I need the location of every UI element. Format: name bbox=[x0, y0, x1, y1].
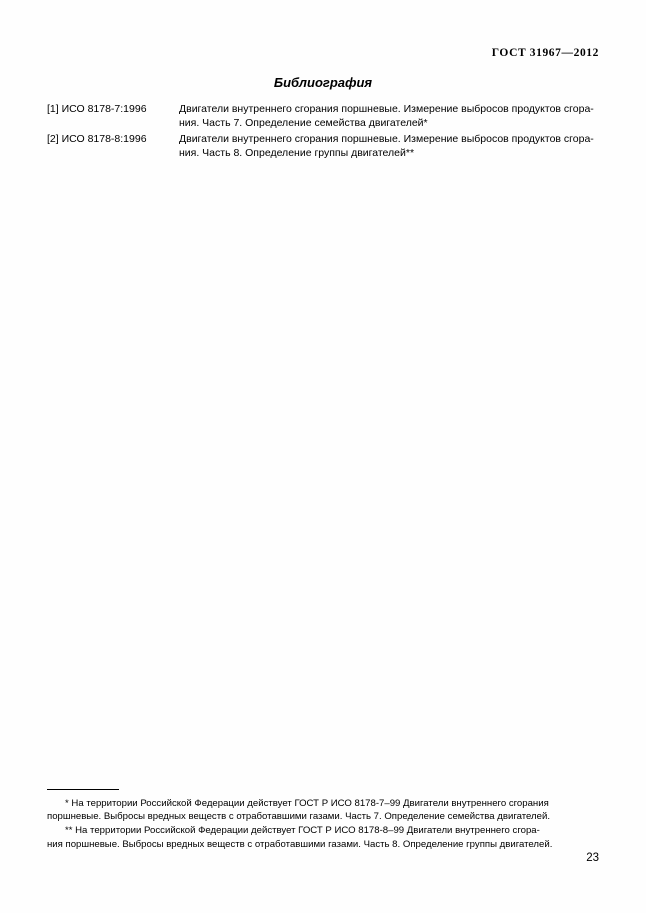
list-item bbox=[47, 133, 599, 160]
bibliography-list bbox=[47, 103, 599, 163]
footnote bbox=[47, 824, 599, 850]
bibliography-ref-text bbox=[179, 133, 599, 160]
footnote-line1: ** На территории Российской Федерации действует ГОСТ Р ИСО 8178-8–99 Двигатели внутреннего сгора- bbox=[65, 825, 540, 837]
list-item bbox=[47, 103, 599, 130]
page-number: 23 bbox=[586, 852, 599, 864]
page-header-standard-code: ГОСТ 31967—2012 bbox=[491, 47, 599, 59]
footnote-separator bbox=[47, 789, 119, 790]
footnote-line2: поршневые. Выбросы вредных веществ с отработавшими газами. Часть 7. Определение семейства двигателей. bbox=[47, 811, 550, 823]
footnote-line2: ния поршневые. Выбросы вредных веществ с отработавшими газами. Часть 8. Определение группы двигателей. bbox=[47, 838, 553, 850]
bibliography-ref-text bbox=[179, 103, 599, 130]
bibliography-ref-number: [2] ИСО 8178-8:1996 bbox=[47, 133, 147, 145]
footnote-line1: * На территории Российской Федерации действует ГОСТ Р ИСО 8178-7–99 Двигатели внутреннего сгорания bbox=[65, 798, 549, 809]
bibliography-ref-number: [1] ИСО 8178-7:1996 bbox=[47, 103, 147, 115]
page-title: Библиография bbox=[273, 75, 373, 90]
bibliography-ref-text-line1: Двигатели внутреннего сгорания поршневые. Измерение выбросов продуктов сгора- bbox=[179, 103, 594, 115]
bibliography-ref-text-line2: ния. Часть 8. Определение группы двигателей** bbox=[179, 146, 415, 159]
bibliography-ref-text-line1: Двигатели внутреннего сгорания поршневые. Измерение выбросов продуктов сгора- bbox=[179, 133, 594, 145]
footnote-block bbox=[47, 797, 599, 852]
footnote bbox=[47, 797, 599, 823]
bibliography-ref-text-line2: ния. Часть 7. Определение семейства двигателей* bbox=[179, 116, 428, 129]
